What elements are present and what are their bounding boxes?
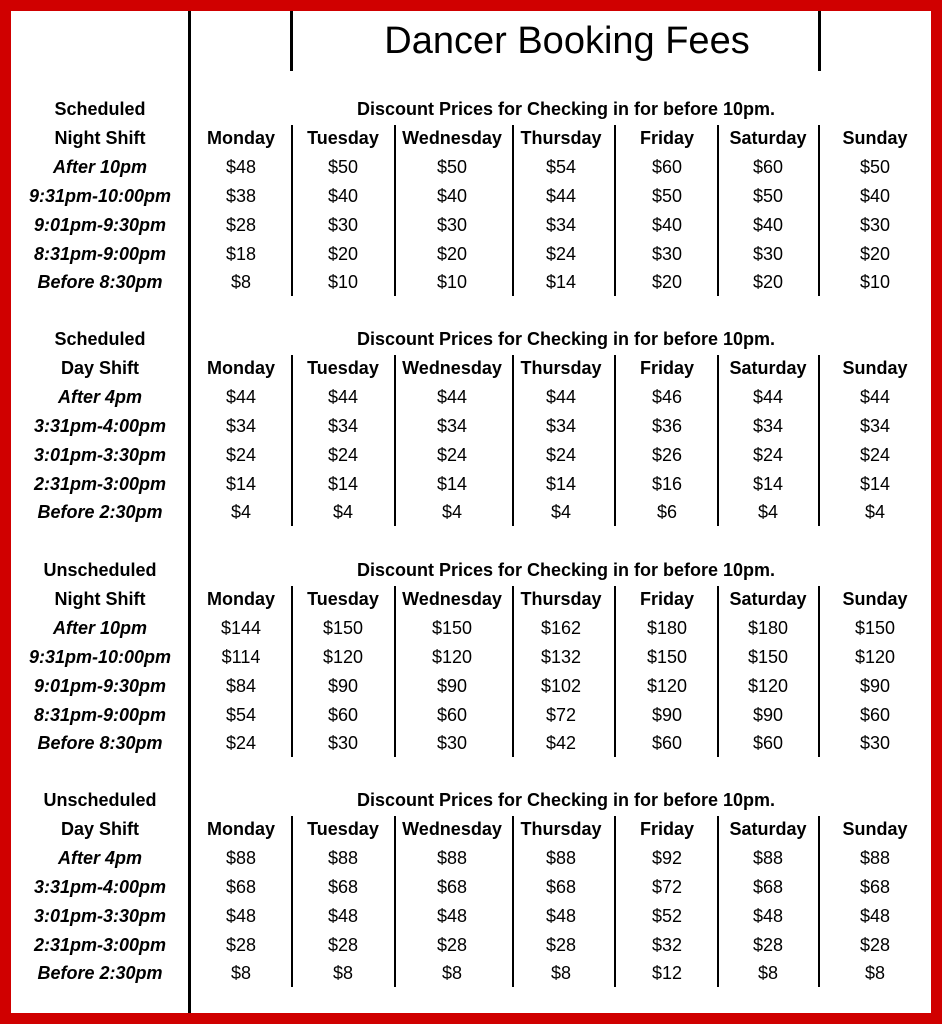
column-divider <box>512 586 514 757</box>
shift-heading: Day Shift <box>60 818 139 839</box>
fee-cell: $88 <box>859 847 891 868</box>
fee-cell: $68 <box>327 876 359 897</box>
fee-cell: $68 <box>436 876 468 897</box>
fee-cell: $6 <box>656 502 678 523</box>
fee-cell: $28 <box>859 934 891 955</box>
fee-cell: $24 <box>436 444 468 465</box>
fee-cell: $68 <box>752 876 784 897</box>
fee-cell: $88 <box>225 847 257 868</box>
fee-cell: $4 <box>441 502 463 523</box>
column-divider <box>394 816 396 987</box>
fee-table-frame <box>11 11 931 1013</box>
column-divider <box>291 355 293 526</box>
fee-cell: $50 <box>859 156 891 177</box>
day-header-thursday: Thursday <box>520 588 602 609</box>
fee-cell: $10 <box>327 272 359 293</box>
fee-cell: $28 <box>327 934 359 955</box>
discount-note: Discount Prices for Checking in for before 10pm. <box>356 560 776 580</box>
fee-cell: $90 <box>651 704 683 725</box>
day-header-tuesday: Tuesday <box>307 127 379 148</box>
time-range-label: 2:31pm-3:00pm <box>33 473 167 494</box>
time-range-label: Before 2:30pm <box>37 502 163 523</box>
fee-cell: $40 <box>752 214 784 235</box>
fee-cell: $132 <box>540 646 582 667</box>
fee-cell: $102 <box>540 675 582 696</box>
fee-cell: $92 <box>651 847 683 868</box>
fee-cell: $8 <box>230 963 252 984</box>
fee-cell: $60 <box>859 704 891 725</box>
fee-cell: $4 <box>757 502 779 523</box>
time-range-label: 9:01pm-9:30pm <box>33 214 167 235</box>
column-divider <box>614 125 616 296</box>
fee-cell: $24 <box>327 444 359 465</box>
fee-cell: $60 <box>752 733 784 754</box>
day-header-wednesday: Wednesday <box>402 357 502 378</box>
fee-cell: $44 <box>225 386 257 407</box>
section-heading: Scheduled <box>54 99 146 119</box>
day-header-thursday: Thursday <box>520 127 602 148</box>
day-header-tuesday: Tuesday <box>307 818 379 839</box>
fee-cell: $48 <box>327 905 359 926</box>
time-range-label: Before 8:30pm <box>37 733 163 754</box>
fee-cell: $68 <box>225 876 257 897</box>
page-title: Dancer Booking Fees <box>384 19 750 62</box>
fee-cell: $14 <box>327 473 359 494</box>
column-divider <box>717 125 719 296</box>
fee-cell: $28 <box>225 214 257 235</box>
fee-cell: $44 <box>436 386 468 407</box>
fee-cell: $84 <box>225 675 257 696</box>
day-header-sunday: Sunday <box>842 357 908 378</box>
fee-cell: $60 <box>651 733 683 754</box>
fee-cell: $34 <box>545 415 577 436</box>
fee-cell: $4 <box>864 502 886 523</box>
day-header-friday: Friday <box>639 588 695 609</box>
day-header-monday: Monday <box>206 588 275 609</box>
fee-cell: $40 <box>651 214 683 235</box>
fee-cell: $26 <box>651 444 683 465</box>
fee-cell: $150 <box>747 646 789 667</box>
column-divider <box>818 355 820 526</box>
fee-cell: $52 <box>651 905 683 926</box>
column-divider <box>717 816 719 987</box>
fee-cell: $50 <box>651 185 683 206</box>
discount-note: Discount Prices for Checking in for before 10pm. <box>356 329 776 349</box>
day-header-sunday: Sunday <box>842 588 908 609</box>
fee-cell: $120 <box>431 646 473 667</box>
column-divider <box>614 816 616 987</box>
fee-cell: $30 <box>327 214 359 235</box>
day-header-thursday: Thursday <box>520 357 602 378</box>
day-header-saturday: Saturday <box>729 588 807 609</box>
fee-cell: $150 <box>431 617 473 638</box>
time-range-label: After 10pm <box>52 617 148 638</box>
fee-cell: $8 <box>757 963 779 984</box>
fee-cell: $68 <box>545 876 577 897</box>
fee-cell: $48 <box>436 905 468 926</box>
fee-cell: $30 <box>752 243 784 264</box>
title-left-divider <box>290 11 293 71</box>
shift-heading: Day Shift <box>60 357 139 378</box>
time-range-label: 3:01pm-3:30pm <box>33 905 167 926</box>
fee-cell: $44 <box>327 386 359 407</box>
fee-cell: $14 <box>545 272 577 293</box>
column-divider <box>818 816 820 987</box>
time-range-label: 3:31pm-4:00pm <box>33 876 167 897</box>
day-header-saturday: Saturday <box>729 127 807 148</box>
fee-cell: $150 <box>646 646 688 667</box>
fee-cell: $90 <box>436 675 468 696</box>
fee-cell: $34 <box>545 214 577 235</box>
column-divider <box>614 355 616 526</box>
fee-cell: $24 <box>752 444 784 465</box>
column-divider <box>512 355 514 526</box>
fee-cell: $42 <box>545 733 577 754</box>
column-divider <box>291 816 293 987</box>
fee-cell: $20 <box>752 272 784 293</box>
fee-cell: $18 <box>225 243 257 264</box>
fee-cell: $88 <box>752 847 784 868</box>
column-divider <box>717 355 719 526</box>
fee-cell: $90 <box>752 704 784 725</box>
fee-cell: $8 <box>550 963 572 984</box>
fee-cell: $14 <box>436 473 468 494</box>
day-header-friday: Friday <box>639 127 695 148</box>
day-header-monday: Monday <box>206 127 275 148</box>
time-range-label: 3:31pm-4:00pm <box>33 415 167 436</box>
fee-cell: $144 <box>220 617 262 638</box>
shift-heading: Night Shift <box>54 588 146 609</box>
column-divider <box>717 586 719 757</box>
fee-cell: $48 <box>752 905 784 926</box>
fee-cell: $20 <box>327 243 359 264</box>
fee-cell: $8 <box>441 963 463 984</box>
time-range-label: 8:31pm-9:00pm <box>33 243 167 264</box>
fee-cell: $150 <box>854 617 896 638</box>
fee-cell: $28 <box>225 934 257 955</box>
column-divider <box>818 586 820 757</box>
discount-note: Discount Prices for Checking in for before 10pm. <box>356 790 776 810</box>
fee-cell: $30 <box>327 733 359 754</box>
fee-cell: $44 <box>752 386 784 407</box>
fee-cell: $40 <box>859 185 891 206</box>
fee-cell: $72 <box>545 704 577 725</box>
day-header-wednesday: Wednesday <box>402 818 502 839</box>
day-header-tuesday: Tuesday <box>307 588 379 609</box>
fee-cell: $60 <box>651 156 683 177</box>
fee-cell: $90 <box>859 675 891 696</box>
fee-cell: $180 <box>646 617 688 638</box>
fee-cell: $20 <box>436 243 468 264</box>
time-range-label: 8:31pm-9:00pm <box>33 704 167 725</box>
fee-cell: $120 <box>747 675 789 696</box>
fee-cell: $34 <box>436 415 468 436</box>
time-range-label: Before 8:30pm <box>37 272 163 293</box>
fee-cell: $24 <box>859 444 891 465</box>
fee-cell: $4 <box>230 502 252 523</box>
fee-cell: $40 <box>327 185 359 206</box>
section-heading: Scheduled <box>54 329 146 349</box>
fee-cell: $50 <box>436 156 468 177</box>
fee-cell: $12 <box>651 963 683 984</box>
fee-cell: $88 <box>436 847 468 868</box>
fee-cell: $24 <box>545 243 577 264</box>
fee-cell: $68 <box>859 876 891 897</box>
fee-cell: $16 <box>651 473 683 494</box>
fee-cell: $162 <box>540 617 582 638</box>
day-header-monday: Monday <box>206 818 275 839</box>
fee-cell: $60 <box>327 704 359 725</box>
day-header-thursday: Thursday <box>520 818 602 839</box>
fee-cell: $48 <box>859 905 891 926</box>
fee-cell: $8 <box>864 963 886 984</box>
fee-cell: $38 <box>225 185 257 206</box>
time-range-label: After 10pm <box>52 156 148 177</box>
fee-cell: $44 <box>545 386 577 407</box>
time-range-label: 2:31pm-3:00pm <box>33 934 167 955</box>
fee-cell: $24 <box>545 444 577 465</box>
fee-cell: $14 <box>225 473 257 494</box>
day-header-tuesday: Tuesday <box>307 357 379 378</box>
fee-cell: $34 <box>225 415 257 436</box>
fee-cell: $28 <box>436 934 468 955</box>
fee-cell: $34 <box>859 415 891 436</box>
column-divider <box>614 586 616 757</box>
fee-cell: $28 <box>545 934 577 955</box>
section-heading: Unscheduled <box>43 790 157 810</box>
day-header-sunday: Sunday <box>842 127 908 148</box>
fee-cell: $88 <box>545 847 577 868</box>
fee-cell: $32 <box>651 934 683 955</box>
day-header-saturday: Saturday <box>729 818 807 839</box>
day-header-saturday: Saturday <box>729 357 807 378</box>
fee-cell: $24 <box>225 733 257 754</box>
day-header-monday: Monday <box>206 357 275 378</box>
fee-cell: $60 <box>752 156 784 177</box>
day-header-sunday: Sunday <box>842 818 908 839</box>
column-divider <box>512 125 514 296</box>
fee-cell: $10 <box>859 272 891 293</box>
fee-cell: $30 <box>859 733 891 754</box>
fee-cell: $20 <box>859 243 891 264</box>
fee-cell: $88 <box>327 847 359 868</box>
fee-cell: $20 <box>651 272 683 293</box>
fee-cell: $120 <box>854 646 896 667</box>
fee-cell: $180 <box>747 617 789 638</box>
fee-cell: $72 <box>651 876 683 897</box>
fee-cell: $4 <box>550 502 572 523</box>
fee-cell: $54 <box>225 704 257 725</box>
fee-cell: $60 <box>436 704 468 725</box>
section-heading: Unscheduled <box>43 560 157 580</box>
discount-note: Discount Prices for Checking in for before 10pm. <box>356 99 776 119</box>
time-range-label: Before 2:30pm <box>37 963 163 984</box>
fee-cell: $114 <box>221 646 261 667</box>
time-range-label: 9:31pm-10:00pm <box>28 646 172 667</box>
fee-cell: $48 <box>545 905 577 926</box>
time-range-label: After 4pm <box>57 847 142 868</box>
fee-cell: $24 <box>225 444 257 465</box>
fee-cell: $10 <box>436 272 468 293</box>
fee-cell: $54 <box>545 156 577 177</box>
day-header-wednesday: Wednesday <box>402 127 502 148</box>
column-divider <box>291 125 293 296</box>
fee-cell: $14 <box>545 473 577 494</box>
fee-cell: $8 <box>230 272 252 293</box>
time-range-label: 9:01pm-9:30pm <box>33 675 167 696</box>
fee-cell: $90 <box>327 675 359 696</box>
fee-cell: $50 <box>327 156 359 177</box>
column-divider <box>512 816 514 987</box>
day-header-wednesday: Wednesday <box>402 588 502 609</box>
fee-cell: $44 <box>545 185 577 206</box>
fee-cell: $40 <box>436 185 468 206</box>
fee-cell: $34 <box>752 415 784 436</box>
fee-cell: $44 <box>859 386 891 407</box>
day-header-friday: Friday <box>639 357 695 378</box>
fee-cell: $14 <box>859 473 891 494</box>
fee-cell: $34 <box>327 415 359 436</box>
fee-cell: $46 <box>651 386 683 407</box>
column-divider <box>394 586 396 757</box>
fee-cell: $48 <box>225 905 257 926</box>
fee-cell: $50 <box>752 185 784 206</box>
fee-cell: $28 <box>752 934 784 955</box>
fee-cell: $150 <box>322 617 364 638</box>
day-header-friday: Friday <box>639 818 695 839</box>
fee-cell: $30 <box>436 733 468 754</box>
time-range-label: After 4pm <box>57 386 142 407</box>
fee-cell: $120 <box>646 675 688 696</box>
fee-cell: $30 <box>859 214 891 235</box>
fee-cell: $30 <box>436 214 468 235</box>
fee-cell: $48 <box>225 156 257 177</box>
fee-cell: $4 <box>332 502 354 523</box>
fee-cell: $120 <box>322 646 364 667</box>
shift-heading: Night Shift <box>54 127 146 148</box>
fee-cell: $30 <box>651 243 683 264</box>
column-divider <box>291 586 293 757</box>
fee-cell: $8 <box>332 963 354 984</box>
column-divider <box>394 355 396 526</box>
column-divider <box>394 125 396 296</box>
time-range-label: 9:31pm-10:00pm <box>28 185 172 206</box>
column-divider <box>818 125 820 296</box>
fee-cell: $36 <box>651 415 683 436</box>
fee-cell: $14 <box>752 473 784 494</box>
time-range-label: 3:01pm-3:30pm <box>33 444 167 465</box>
